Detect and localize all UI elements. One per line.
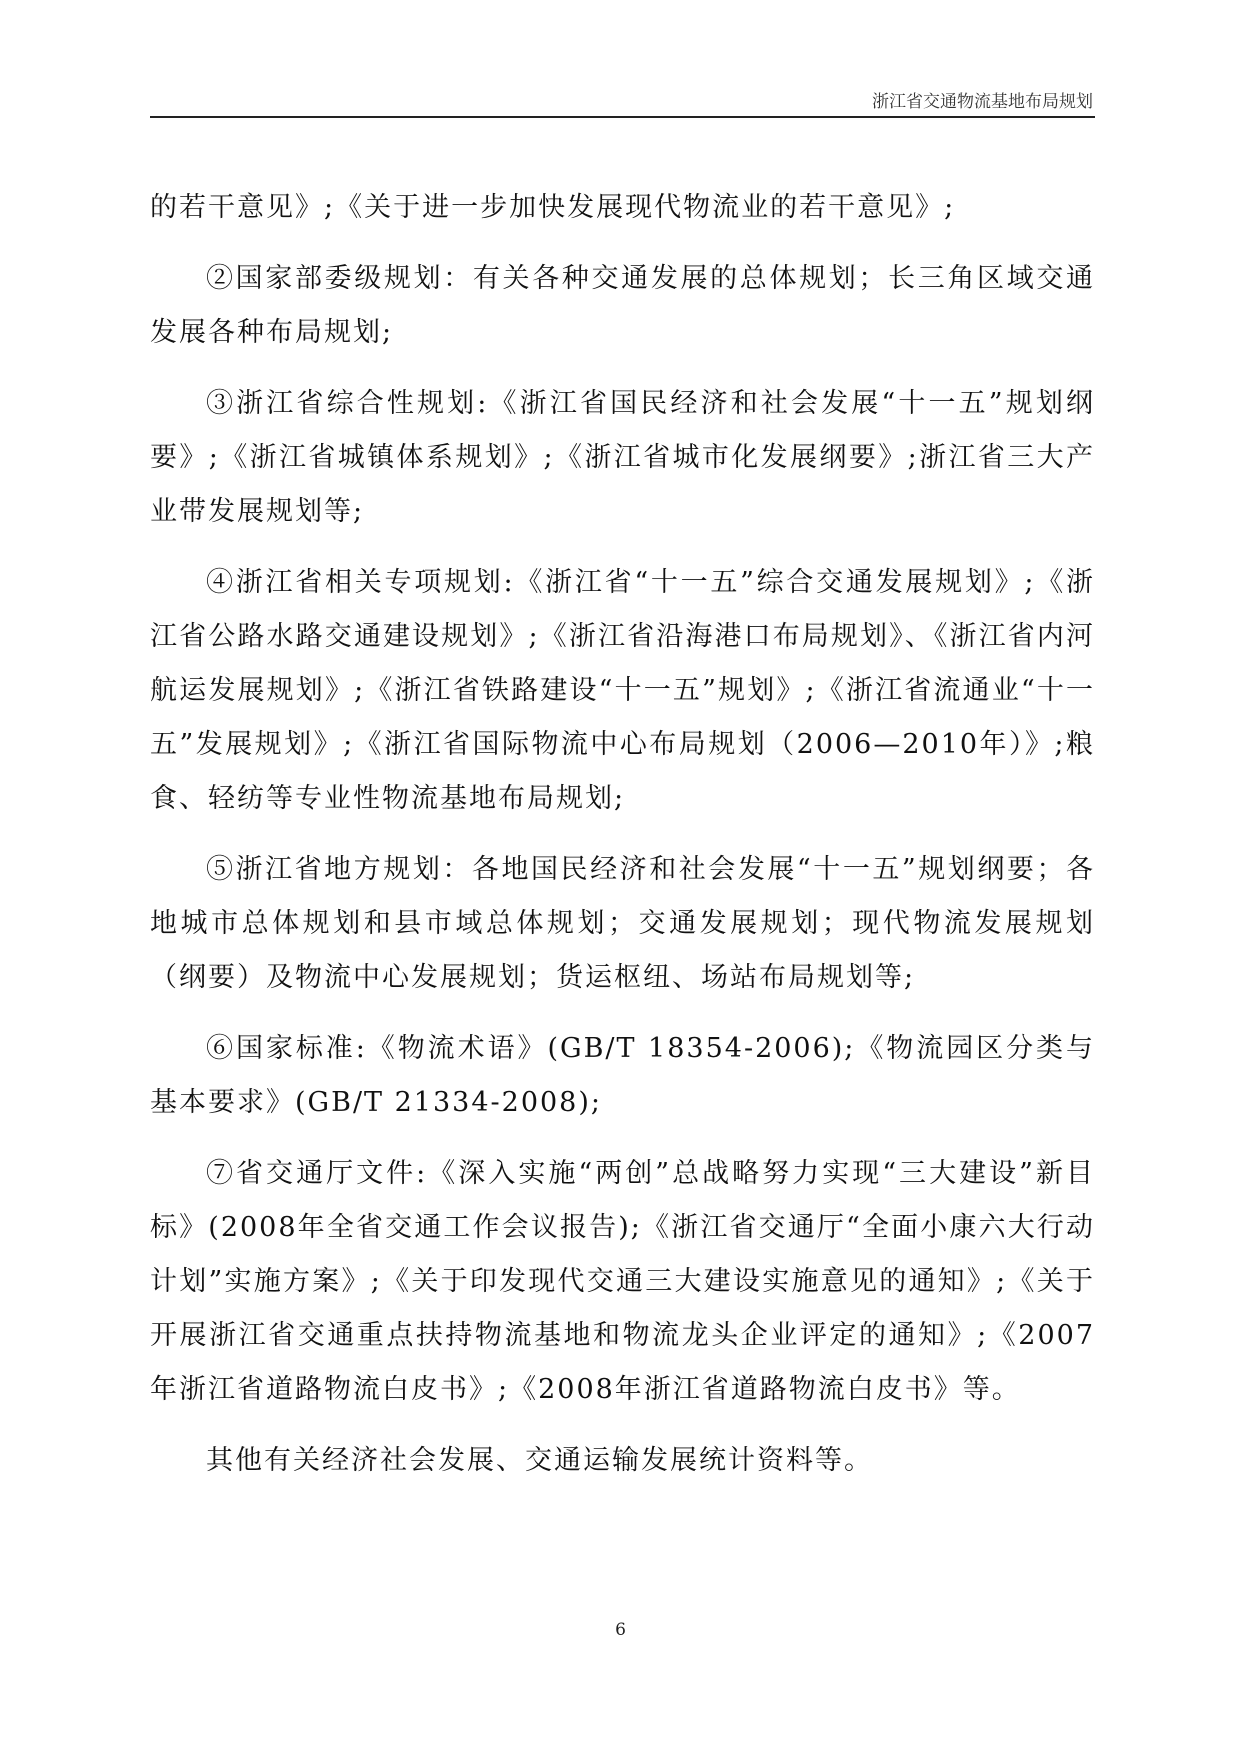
paragraph-national-ministry-plans: ②国家部委级规划：有关各种交通发展的总体规划；长三角区域交通发展各种布局规划; bbox=[150, 263, 1095, 348]
paragraph-national-standards: ⑥国家标准:《物流术语》(GB/T 18354-2006);《物流园区分类与基本要求》(GB/T 21334-2008); bbox=[150, 1033, 1095, 1118]
document-body bbox=[150, 181, 1095, 1505]
paragraph-provincial-comprehensive-plans: ③浙江省综合性规划:《浙江省国民经济和社会发展“十一五”规划纲要》;《浙江省城镇体系规划》;《浙江省城市化发展纲要》;浙江省三大产业带发展规划等; bbox=[150, 388, 1095, 527]
paragraph-local-plans: ⑤浙江省地方规划：各地国民经济和社会发展“十一五”规划纲要；各地城市总体规划和县市域总体规划；交通发展规划；现代物流发展规划（纲要）及物流中心发展规划；货运枢纽、场站布局规划等; bbox=[150, 854, 1095, 993]
header-title: 浙江省交通物流基地布局规划 bbox=[872, 92, 1093, 112]
paragraph-provincial-special-plans: ④浙江省相关专项规划:《浙江省“十一五”综合交通发展规划》;《浙江省公路水路交通建设规划》;《浙江省沿海港口布局规划》、《浙江省内河航运发展规划》;《浙江省铁路建设“十一五”规划》;《浙江省流通业“十一五”发展规划》;《浙江省国际物流中心布局规划（2006—2010年）》;粮食、轻纺等专业性物流基地布局规划; bbox=[150, 567, 1095, 814]
paragraph-continuation: 的若干意见》;《关于进一步加快发展现代物流业的若干意见》; bbox=[150, 192, 956, 223]
paragraph-transport-department-documents: ⑦省交通厅文件:《深入实施“两创”总战略努力实现“三大建设”新目标》(2008年全省交通工作会议报告);《浙江省交通厅“全面小康六大行动计划”实施方案》;《关于印发现代交通三大建设实施意见的通知》;《关于开展浙江省交通重点扶持物流基地和物流龙头企业评定的通知》;《2007年浙江省道路物流白皮书》;《2008年浙江省道路物流白皮书》等。 bbox=[150, 1158, 1095, 1405]
paragraph-other-statistics: 其他有关经济社会发展、交通运输发展统计资料等。 bbox=[206, 1445, 873, 1476]
page-header bbox=[150, 84, 1095, 118]
page-number: 6 bbox=[615, 1620, 626, 1640]
